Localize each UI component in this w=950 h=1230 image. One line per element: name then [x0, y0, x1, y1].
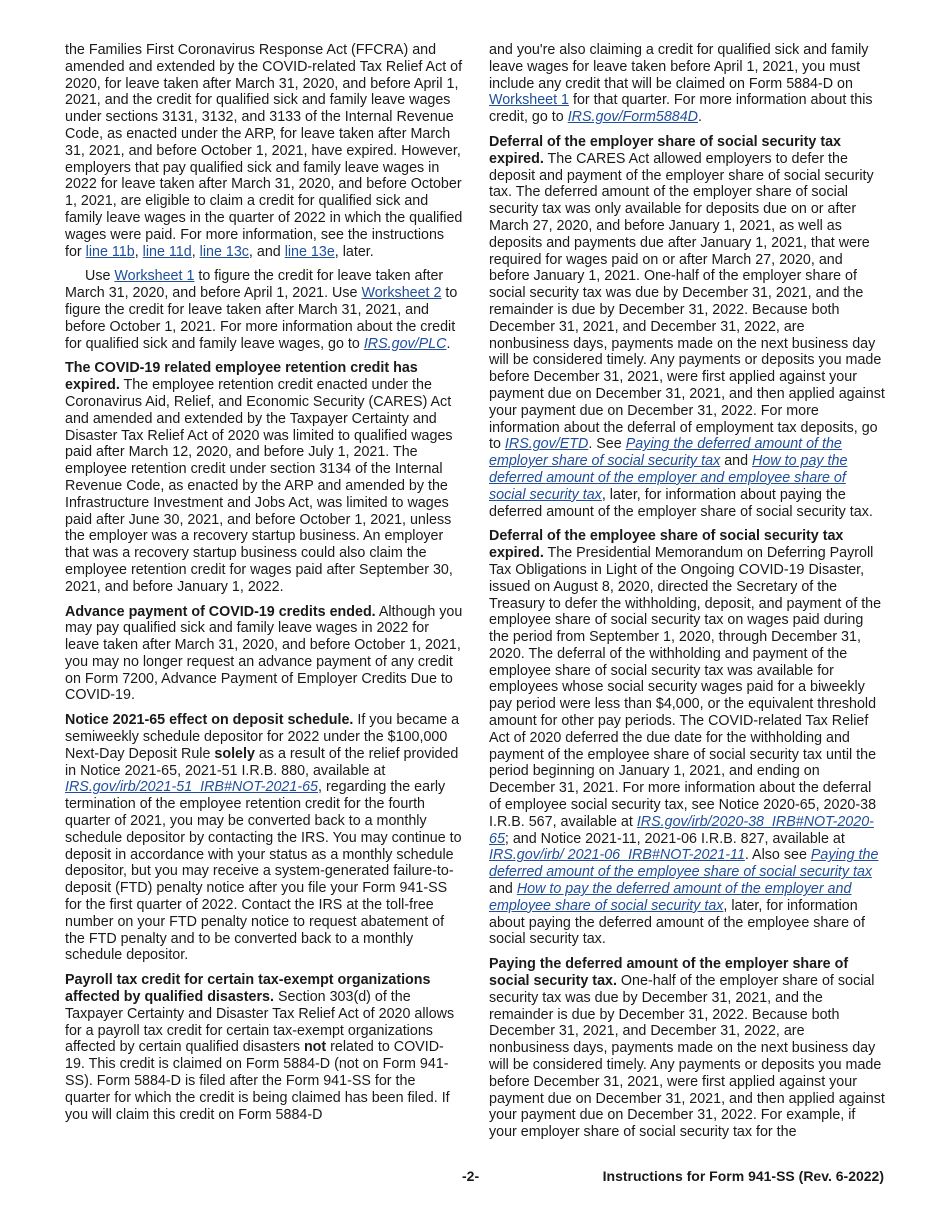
- paragraph-form-5884d: [489, 42, 885, 126]
- text: One-half of the employer share of social security tax was due by December 31, 2021, and the remainder is due by December 31, 2022. Because both December 31, 2021, and December 31, 2022, are nonbusiness days, payments made on the next business day will be considered timely. Any payments or deposits you made before December 31, 2021, were first applied against your payment due on December 31, 2021, and then applied against your payment due on December 31, 2022. For example, if your employer share of social security tax for the: [489, 973, 885, 1141]
- link-irb-2021-06[interactable]: IRS.gov/irb/ 2021-06_IRB#NOT-2021-11: [489, 847, 745, 864]
- text: Section 303(d) of the Taxpayer Certainty and Disaster Tax Relief Act of 2020 allows for a payroll tax credit for certain tax-exempt organizations affected by certain qualified disasters: [65, 989, 455, 1056]
- link-line-13c[interactable]: line 13c: [199, 243, 249, 260]
- emphasis: not: [303, 1039, 327, 1056]
- text: , and: [248, 243, 285, 260]
- paragraph-notice-2021-65: [65, 712, 463, 964]
- text: to figure the credit for leave taken after March 31, 2020, and before April 1, 2021. Use: [65, 268, 444, 302]
- text: Use: [85, 268, 115, 285]
- heading-employee-deferral: Deferral of the employee share of social security tax expired.: [489, 528, 844, 562]
- link-worksheet-2[interactable]: Worksheet 2: [361, 285, 442, 302]
- heading-notice-2021-65: Notice 2021-65 effect on deposit schedule.: [65, 712, 354, 729]
- heading-employer-deferral: Deferral of the employer share of social security tax expired.: [489, 133, 841, 167]
- text: the Families First Coronavirus Response Act (FFCRA) and amended and extended by the COVID-related Tax Relief Act of 2020, for leave taken after March 31, 2020, and before April 1, 2021, and the credit for qualified sick and family leave wages under sections 3131, 3132, and 3133 of the Internal Revenue Code, as enacted under the ARP, for leave taken after March 31, 2021, and before October 1, 2021, have expired. However, employers that pay qualified sick and family leave wages in 2022 for leave taken after March 31, 2020, and before October 1, 2021, are eligible to claim a credit for qualified sick and family leave wages in the quarter of 2022 in which the qualified wages were paid. For more information, see the instructions for: [65, 42, 463, 260]
- link-worksheet-1[interactable]: Worksheet 1: [114, 268, 195, 285]
- link-irs-etd[interactable]: IRS.gov/ETD: [504, 436, 589, 453]
- form-title: Instructions for Form 941-SS (Rev. 6-2022): [602, 1168, 884, 1184]
- page-number: -2-: [462, 1168, 480, 1184]
- text: to figure the credit for leave taken after March 31, 2021, and before October 1, 2021. For more information about the credit for qualified sick and family leave wages, go to: [65, 285, 458, 352]
- text: The employee retention credit enacted under the Coronavirus Aid, Relief, and Economic Security (CARES) Act and amended and extended by the Taxpayer Certainty and Disaster Tax Relief Act of 2020 was limited to qualified wages paid after March 12, 2020, and before July 1, 2021. The employee retention credit under section 3134 of the Internal Revenue Code, as enacted by the ARP and amended by the Infrastructure Investment and Jobs Act, was limited to wages paid after June 30, 2021, and before October 1, 2021, unless the employer was a recovery startup business. An employer that was a recovery startup business could also claim the employee retention credit for wages paid after September 30, 2021, and before January 1, 2022.: [65, 377, 453, 595]
- paragraph-sick-leave-credit: [65, 42, 463, 260]
- link-paying-employer-share[interactable]: Paying the deferred amount of the employer share of social security tax: [489, 436, 842, 470]
- link-irb-2020-38[interactable]: IRS.gov/irb/2020-38_IRB#NOT-2020-65: [489, 813, 874, 847]
- paragraph-employer-deferral: [489, 134, 885, 520]
- text: . See: [588, 436, 626, 453]
- paragraph-advance-payment: [65, 604, 463, 705]
- text: and: [489, 881, 517, 898]
- paragraph-payroll-tax-credit: [65, 972, 463, 1123]
- text: ,: [134, 243, 143, 260]
- link-line-13e[interactable]: line 13e: [284, 243, 335, 260]
- paragraph-paying-employer-share: [489, 956, 885, 1141]
- heading-advance-payment: Advance payment of COVID-19 credits ended.: [65, 603, 376, 620]
- link-worksheet-1[interactable]: Worksheet 1: [489, 92, 569, 109]
- paragraph-worksheets: [65, 268, 463, 352]
- link-line-11d[interactable]: line 11d: [142, 243, 192, 260]
- emphasis: solely: [214, 745, 255, 762]
- paragraph-employee-retention-credit: [65, 360, 463, 595]
- heading-retention-credit: The COVID-19 related employee retention credit has expired.: [65, 360, 418, 394]
- paragraph-employee-deferral: [489, 528, 885, 948]
- text: .: [698, 109, 702, 126]
- text: . Also see: [744, 847, 811, 864]
- text: .: [446, 335, 451, 352]
- text: ; and Notice 2021-11, 2021-06 I.R.B. 827, available at: [504, 830, 845, 847]
- text: related to COVID-19. This credit is claimed on Form 5884-D (not on Form 941-SS). Form 5884-D is filed after the Form 941-SS for the quarter for which the credit is being claimed has been filed. If you will claim this credit on Form 5884-D: [65, 1039, 450, 1123]
- text: The Presidential Memorandum on Deferring Payroll Tax Obligations in Light of the Ongoing COVID-19 Disaster, issued on August 8, 2020, directed the Secretary of the Treasury to defer the withholding, deposit, and payment of the employee share of social security tax on wages paid during the period from September 1, 2020, through December 31, 2020. The deferral of the withholding and payment of the employee share of social security tax was available for employees whose social security wages paid for a biweekly pay period were less than $4,000, or the equivalent threshold amount for other pay periods. The COVID-related Tax Relief Act of 2020 deferred the due date for the withholding and payment of the employee share of social security tax until the period beginning on January 1, 2021, and ending on December 31, 2021. For more information about the deferral of employee social security tax, see Notice 2020-65, 2020-38 I.R.B. 567, available at: [489, 545, 882, 830]
- link-paying-employee-share[interactable]: Paying the deferred amount of the employee share of social security tax: [489, 847, 879, 881]
- text: The CARES Act allowed employers to defer the deposit and payment of the employer share of social security tax. The deferred amount of the employer share of social security tax was only available for deposits due on or after March 27, 2020, and before January 1, 2021, as well as deposits and payments due after January 1, 2021, that were required for wages paid on or after March 27, 2020, and before January 1, 2021. One-half of the employer share of social security tax was due by December 31, 2021, and the remainder is due by December 31, 2022. Because both December 31, 2021, and December 31, 2022, are nonbusiness days, payments made on the next business day will be considered timely. Any payments or deposits you made before December 31, 2021, were first applied against your payment due on December 31, 2021, and then applied against your payment due on December 31, 2022. For more information about the deferral of employment tax deposits, go to: [489, 150, 885, 453]
- text: , later, for information about paying the deferred amount of the employer share of social security tax.: [489, 486, 873, 520]
- link-how-to-pay-deferred[interactable]: How to pay the deferred amount of the employer and employee share of social security tax: [489, 453, 848, 503]
- text: , regarding the early termination of the employee retention credit for the fourth quarter of 2021, you may be converted back to a monthly schedule depositor by contacting the IRS. You may continue to deposit in accordance with your status as a monthly schedule depositor, but you may receive a system-generated failure-to-deposit (FTD) penalty notice after you file your Form 941-SS for the first quarter of 2022. Contact the IRS at the toll-free number on your FTD penalty notice to request abatement of the FTD penalty and to be converted back to a monthly schedule depositor.: [65, 779, 462, 964]
- text: , later, for information about paying the deferred amount of the employee share of social security tax.: [489, 897, 865, 948]
- text: for that quarter. For more information about this credit, go to: [489, 92, 873, 126]
- link-irs-form5884d[interactable]: IRS.gov/Form5884D: [567, 109, 698, 126]
- text: ,: [191, 243, 200, 260]
- heading-payroll-tax-credit: Payroll tax credit for certain tax-exempt organizations affected by qualified disasters.: [65, 972, 431, 1006]
- text: and: [720, 453, 753, 470]
- text: Although you may pay qualified sick and family leave wages in 2022 for leave taken after March 31, 2020, and before October 1, 2021, you may no longer request an advance payment of any credit on Form 7200, Advance Payment of Employer Credits Due to COVID-19.: [65, 603, 463, 704]
- link-how-to-pay-deferred[interactable]: How to pay the deferred amount of the employer and employee share of social security tax: [489, 881, 852, 914]
- link-irs-plc[interactable]: IRS.gov/PLC: [363, 335, 447, 352]
- page-footer: [0, 1168, 950, 1188]
- link-line-11b[interactable]: line 11b: [85, 243, 135, 260]
- link-irb-2021-51[interactable]: IRS.gov/irb/2021-51_IRB#NOT-2021-65: [65, 779, 318, 796]
- text: as a result of the relief provided in Notice 2021-65, 2021-51 I.R.B. 880, available at: [65, 745, 459, 779]
- heading-paying-employer-share: Paying the deferred amount of the employer share of social security tax.: [489, 956, 849, 990]
- text: and you're also claiming a credit for qualified sick and family leave wages for leave taken before April 1, 2021, you must include any credit that will be claimed on Form 5884-D on: [489, 42, 869, 92]
- text: , later.: [334, 243, 374, 260]
- text: If you became a semiweekly schedule depositor for 2022 under the $100,000 Next-Day Deposit Rule: [65, 712, 460, 762]
- left-column: [65, 42, 463, 1131]
- right-column: [489, 42, 885, 1149]
